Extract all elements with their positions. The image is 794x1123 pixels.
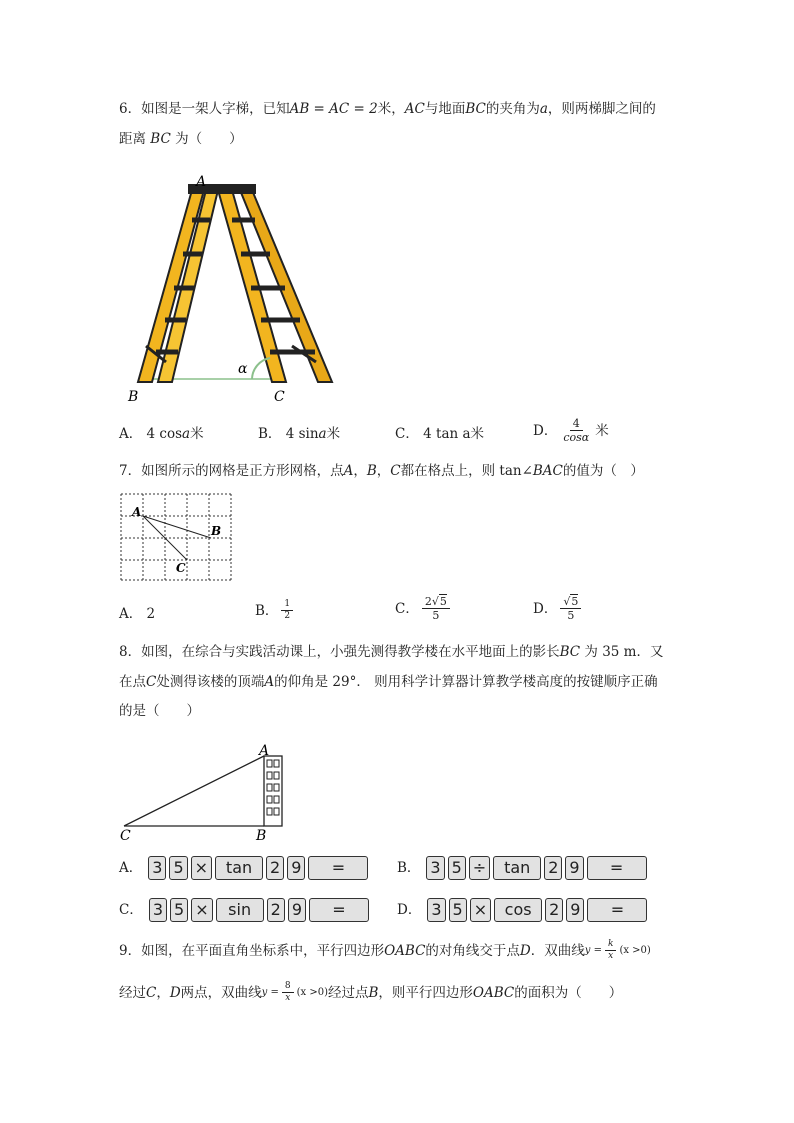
key-9: 9	[288, 898, 306, 922]
q7-label-c: C	[176, 561, 186, 575]
q9-stem-line1: 9．如图，在平面直角坐标系中，平行四边形 OABC 的对角线交于点 D ．双曲线 y = $\frac{k}{x}$ (x >0)	[119, 939, 651, 961]
key-cos: cos	[494, 898, 542, 922]
key-9: 9	[566, 898, 584, 922]
key-equals: =	[587, 856, 647, 880]
q6-label-alpha: α	[238, 361, 248, 377]
q8-stem-line3: 的是（ ）	[119, 703, 200, 719]
q6-option-a[interactable]: A． 4 cos a 米	[119, 426, 204, 442]
q6-option-d-fraction: $\frac{4}{\cos\alpha}$	[563, 417, 590, 444]
q7-option-c-fraction: $\frac{2√5}{5}$	[422, 596, 450, 621]
q6-label-c: C	[274, 389, 285, 405]
q7-option-d[interactable]: D． $\frac{√5}{5}$	[533, 596, 584, 621]
key-9: 9	[565, 856, 583, 880]
q8-option-a[interactable]: A． 3 5 × tan 2 9 =	[119, 856, 368, 880]
key-5: 5	[170, 898, 188, 922]
key-2: 2	[267, 898, 285, 922]
q8-stem-line2: 在点C处测得该楼的顶端A的仰角是 29°． 则用科学计算器计算教学楼高度的按键顺序正确	[119, 674, 658, 690]
key-2: 2	[266, 856, 284, 880]
key-5: 5	[169, 856, 187, 880]
q7-option-b-fraction: $\frac{1}{2}$	[281, 600, 293, 621]
key-2: 2	[545, 898, 563, 922]
key-multiply: ×	[191, 856, 212, 880]
q8-label-b: B	[256, 828, 267, 844]
q6-option-c[interactable]: C． 4 tan a 米	[395, 426, 485, 442]
q8-label-c: C	[120, 828, 131, 844]
q8-building-figure	[118, 740, 298, 844]
key-equals: =	[309, 898, 369, 922]
q9-fraction-k-over-x: $\frac{k}{x}$	[605, 940, 616, 961]
q6-option-d[interactable]: D． $\frac{4}{\cos\alpha}$ 米	[533, 417, 609, 444]
q7-stem: 7．如图所示的网格是正方形网格，点A，B，C都在格点上，则 tan∠BAC的值为（ ）	[119, 463, 644, 479]
key-9: 9	[287, 856, 305, 880]
key-divide: ÷	[469, 856, 490, 880]
q7-option-d-fraction: $\frac{√5}{5}$	[560, 596, 581, 621]
q6-stem-line2: 距离 BC 为（ ）	[119, 131, 243, 147]
q7-grid-figure	[119, 490, 237, 584]
key-equals: =	[587, 898, 647, 922]
q8-option-d[interactable]: D． 3 5 × cos 2 9 =	[397, 898, 647, 922]
q6-option-b[interactable]: B． 4 sin a 米	[258, 426, 341, 442]
q8-option-b[interactable]: B． 3 5 ÷ tan 2 9 =	[397, 856, 647, 880]
q8-option-a-keys	[148, 856, 368, 880]
q6-label-a: A	[196, 174, 207, 190]
q6-label-b: B	[128, 389, 139, 405]
q9-fraction-8-over-x: $\frac{8}{x}$	[282, 982, 294, 1003]
q7-label-b: B	[211, 524, 222, 538]
q8-stem-line1: 8．如图，在综合与实践活动课上，小强先测得教学楼在水平地面上的影长BC 为 35 m．又	[119, 644, 664, 660]
key-sin: sin	[216, 898, 264, 922]
q8-option-d-keys	[427, 898, 647, 922]
q7-option-a[interactable]: A． 2	[119, 606, 156, 622]
key-2: 2	[544, 856, 562, 880]
q7-option-c[interactable]: C． $\frac{2√5}{5}$	[395, 596, 453, 621]
key-multiply: ×	[191, 898, 212, 922]
key-5: 5	[448, 856, 466, 880]
q7-label-a: A	[132, 505, 142, 519]
q6-stem-line1: 6．如图是一架人字梯，已知AB = AC = 2米，AC与地面BC的夹角为a，则两梯脚之间的	[119, 101, 656, 117]
key-equals: =	[308, 856, 368, 880]
key-3: 3	[149, 898, 167, 922]
key-tan: tan	[493, 856, 541, 880]
key-multiply: ×	[470, 898, 491, 922]
q8-option-b-keys	[426, 856, 646, 880]
key-3: 3	[427, 898, 445, 922]
key-5: 5	[449, 898, 467, 922]
q6-ladder-figure	[120, 168, 340, 408]
q8-option-c-keys	[149, 898, 369, 922]
q8-label-a: A	[259, 743, 270, 759]
q8-option-c[interactable]: C． 3 5 × sin 2 9 =	[119, 898, 369, 922]
key-3: 3	[426, 856, 444, 880]
key-tan: tan	[215, 856, 263, 880]
q9-stem-line2: 经过 C ， D 两点，双曲线 y = $\frac{8}{x}$ (x >0) 经过点 B ，则平行四边形 OABC 的面积为（ ）	[119, 981, 623, 1003]
key-3: 3	[148, 856, 166, 880]
q7-option-b[interactable]: B． $\frac{1}{2}$	[255, 600, 296, 621]
